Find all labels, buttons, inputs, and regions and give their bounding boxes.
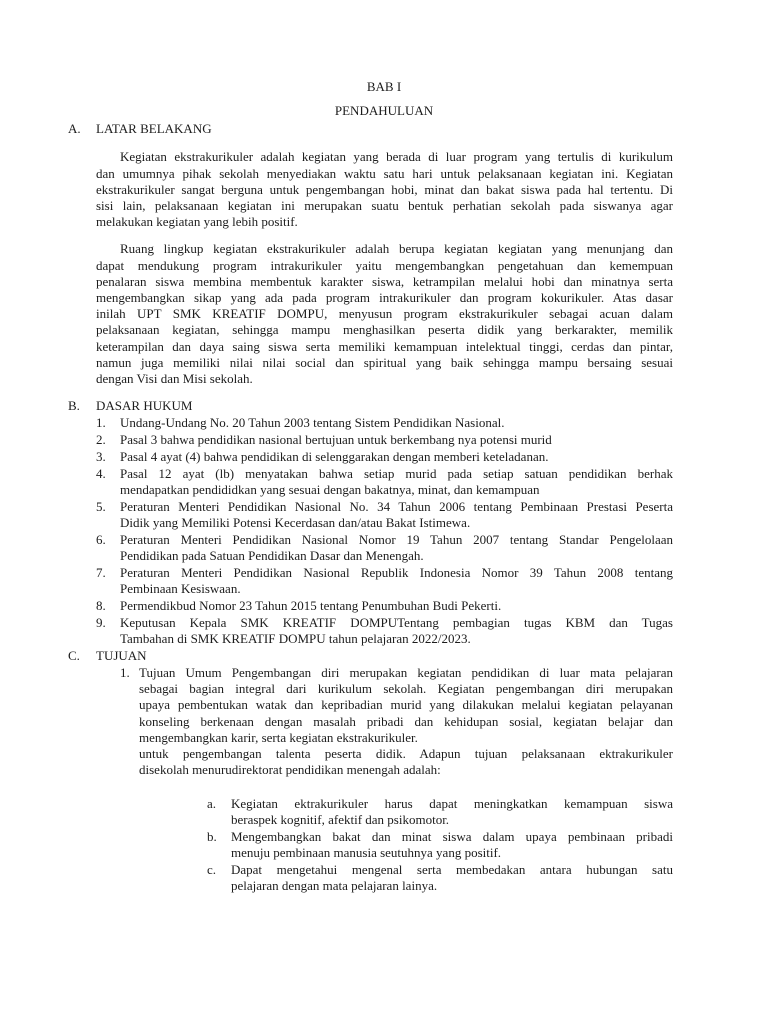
section-c-heading: TUJUAN (96, 648, 147, 663)
section-a-letter: A. (68, 121, 81, 136)
tujuan-sub-b-letter: b. (207, 829, 217, 844)
paragraph-line: keterampilan dan daya saing siswa serta memiliki kemampuan intelektual tinggi, cerdas dan pintar, (96, 339, 673, 354)
dasar-hukum-item-4: Pasal 12 ayat (lb) menyatakan bahwa setiap murid pada setiap satuan pendidikan berhak (120, 466, 673, 481)
paragraph-line: ekstrakurikuler sangat berguna untuk pengembangan hobi, minat dan bakat siswa pada hal tertentu. Di (96, 182, 673, 197)
section-c-letter: C. (68, 648, 80, 663)
dasar-hukum-item-9-cont: Tambahan di SMK KREATIF DOMPU tahun pelajaran 2022/2023. (120, 631, 471, 646)
section-b-letter: B. (68, 398, 80, 413)
dasar-hukum-item-6: Peraturan Menteri Pendidikan Nasional Nomor 19 Tahun 2007 tentang Standar Pengelolaan (120, 532, 673, 547)
dasar-hukum-item-2: Pasal 3 bahwa pendidikan nasional bertujuan untuk berkembang nya potensi murid (120, 432, 552, 447)
tujuan-item-1-line: konseling berkenaan dengan masalah pribadi dan kehidupan sosial, kegiatan belajar dan (139, 714, 673, 729)
dasar-hukum-item-7: Peraturan Menteri Pendidikan Nasional Republik Indonesia Nomor 39 Tahun 2008 tentang (120, 565, 673, 580)
dasar-hukum-item-6-number: 6. (96, 532, 106, 547)
section-a-heading: LATAR BELAKANG (96, 121, 212, 136)
paragraph-line: dapat mendukung program intrakurikuler yaitu mengembangkan pengetahuan dan kemempuan (96, 258, 673, 273)
tujuan-item-1-line: mengembangkan karir, serta kegiatan ekstrakurikuler. (139, 730, 418, 745)
dasar-hukum-item-3-number: 3. (96, 449, 106, 464)
dasar-hukum-item-9: Keputusan Kepala SMK KREATIF DOMPUTentang pembagian tugas KBM dan Tugas (120, 615, 673, 630)
dasar-hukum-item-6-cont: Pendidikan pada Satuan Pendidikan Dasar dan Menengah. (120, 548, 424, 563)
chapter-number: BAB I (366, 79, 402, 94)
paragraph-line: dengan Visi dan Misi sekolah. (96, 371, 253, 386)
chapter-title: PENDAHULUAN (334, 103, 434, 118)
paragraph-line: inilah UPT SMK KREATIF DOMPU, menyusun program ekstrakurikuler sebagai acuan dalam (96, 306, 673, 321)
tujuan-sub-a-letter: a. (207, 796, 217, 811)
dasar-hukum-item-1-number: 1. (96, 415, 106, 430)
dasar-hukum-item-1: Undang-Undang No. 20 Tahun 2003 tentang Sistem Pendidikan Nasional. (120, 415, 505, 430)
tujuan-sub-b: Mengembangkan bakat dan minat siswa dalam upaya pembinaan pribadi (231, 829, 673, 844)
tujuan-sub-b-cont: menuju pembinaan manusia seutuhnya yang positif. (231, 845, 502, 860)
dasar-hukum-item-3: Pasal 4 ayat (4) bahwa pendidikan di selenggarakan dengan memberi keteladanan. (120, 449, 549, 464)
dasar-hukum-item-7-cont: Pembinaan Kesiswaan. (120, 581, 241, 596)
paragraph-line: pelaksanaan kegiatan, sehingga mampu menghasilkan peserta didik yang berkarakter, memilik (96, 322, 673, 337)
dasar-hukum-item-8-number: 8. (96, 598, 106, 613)
tujuan-sub-c: Dapat mengetahui mengenal serta membedakan antara hubungan satu (231, 862, 673, 877)
tujuan-sub-a: Kegiatan ektrakurikuler harus dapat meningkatkan kemampuan siswa (231, 796, 673, 811)
paragraph-line: Kegiatan ekstrakurikuler adalah kegiatan yang berada di luar program yang tertulis di kurikulum (120, 149, 673, 164)
dasar-hukum-item-7-number: 7. (96, 565, 106, 580)
dasar-hukum-item-4-number: 4. (96, 466, 106, 481)
paragraph-line: namun juga memiliki nilai nilai social dan spiritual yang baik sehingga mampu bersaing sesuai (96, 355, 673, 370)
tujuan-item-1-number: 1. (120, 665, 130, 680)
tujuan-item-1-line: upaya pembentukan watak dan kepribadian murid yang dilakukan melalui kegiatan pelayanan (139, 697, 673, 712)
dasar-hukum-item-5-cont: Didik yang Memiliki Potensi Kecerdasan dan/atau Bakat Istimewa. (120, 515, 471, 530)
tujuan-item-1-line: sebagai bagian integral dari kurikulum sekolah. Kegiatan pengembangan diri merupakan (139, 681, 673, 696)
dasar-hukum-item-5: Peraturan Menteri Pendidikan Nasional No. 34 Tahun 2006 tentang Pembinaan Prestasi Peserta (120, 499, 673, 514)
dasar-hukum-item-9-number: 9. (96, 615, 106, 630)
paragraph-line: sisi lain, pelaksanaan kegiatan ini merupakan suatu bentuk perhatian sekolah pada siswanya agar (96, 198, 673, 213)
tujuan-sub-c-cont: pelajaran dengan mata pelajaran lainya. (231, 878, 438, 893)
tujuan-sub-a-cont: beraspek kognitif, afektif dan psikomotor. (231, 812, 450, 827)
paragraph-line: melakukan kegiatan yang lebih positif. (96, 214, 298, 229)
paragraph-line: mengembangkan sikap yang ada pada program intrakurikuler dan program kokurikuler. Atas dasar (96, 290, 673, 305)
dasar-hukum-item-4-cont: mendapatkan pendididkan yang sesuai dengan bakatnya, minat, dan kemampuan (120, 482, 540, 497)
dasar-hukum-item-8: Permendikbud Nomor 23 Tahun 2015 tentang Penumbuhan Budi Pekerti. (120, 598, 502, 613)
section-b-heading: DASAR HUKUM (96, 398, 193, 413)
paragraph-line: dan umumnya pihak sekolah menyediakan waktu satu hari untuk pelaksanaan kegiatan ini. Kegiatan (96, 166, 673, 181)
tujuan-item-1-line: disekolah menurudirektorat pendidikan menengah adalah: (139, 762, 441, 777)
dasar-hukum-item-2-number: 2. (96, 432, 106, 447)
paragraph-line: penalaran siswa membina membentuk karakter siswa, ketrampilan melalui hobi dan minatnya serta (96, 274, 673, 289)
tujuan-item-1-line: untuk pengembangan talenta peserta didik. Adapun tujuan pelaksanaan ektrakurikuler (139, 746, 673, 761)
paragraph-line: Ruang lingkup kegiatan ekstrakurikuler adalah berupa kegiatan kegiatan yang menunjang dan (120, 241, 673, 256)
tujuan-sub-c-letter: c. (207, 862, 217, 877)
dasar-hukum-item-5-number: 5. (96, 499, 106, 514)
tujuan-item-1-line: Tujuan Umum Pengembangan diri merupakan kegiatan pendidikan di luar mata pelajaran (139, 665, 673, 680)
